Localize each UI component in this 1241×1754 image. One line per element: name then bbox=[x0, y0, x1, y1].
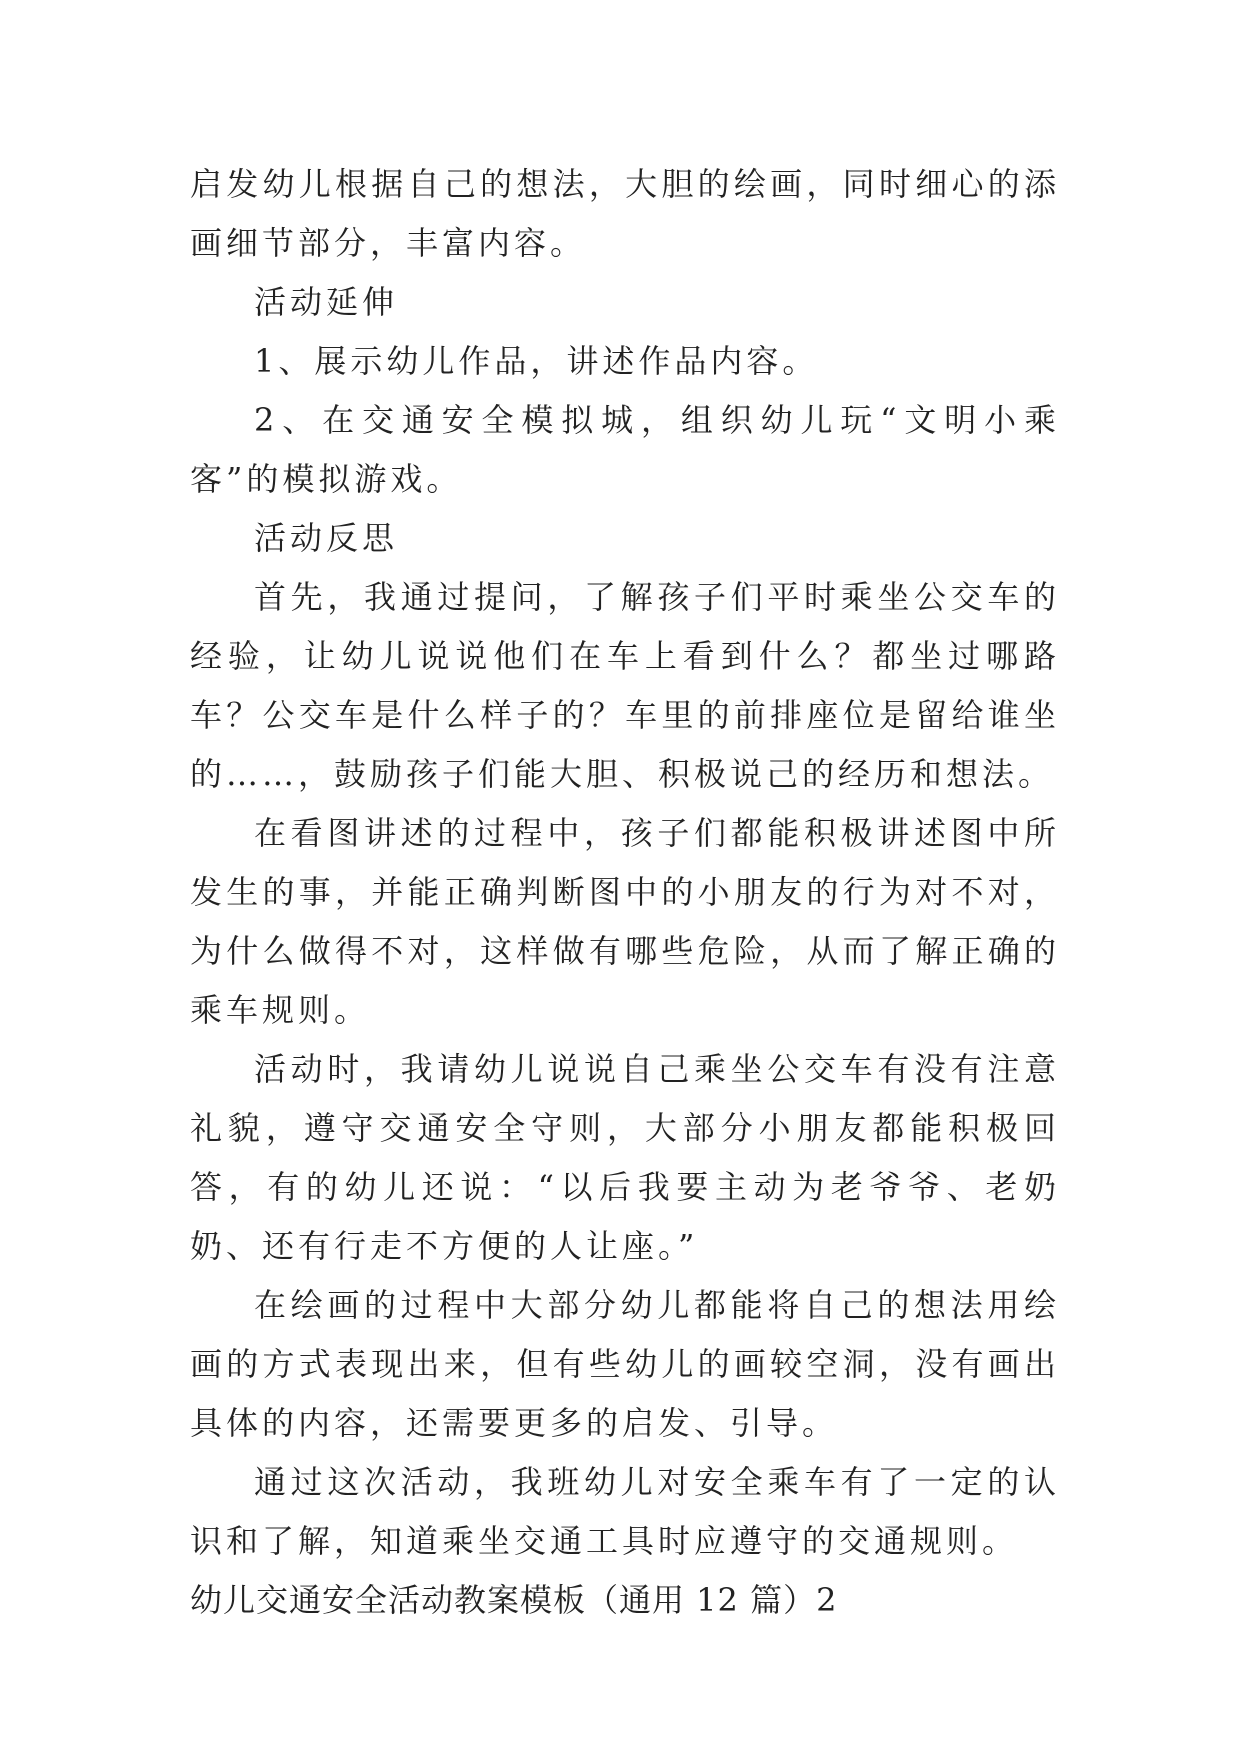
extension-item-1: 1、展示幼儿作品，讲述作品内容。 bbox=[254, 342, 819, 380]
heading-activity-extension: 活动延伸 bbox=[254, 283, 399, 321]
heading-activity-reflection: 活动反思 bbox=[254, 519, 399, 557]
reflection-paragraph-1: 首先，我通过提问，了解孩子们平时乘坐公交车的经验，让幼儿说说他们在车上看到什么？都坐过哪路车？公交车是什么样子的？车里的前排座位是留给谁坐的……，鼓励孩子们能大胆、积极说己的经历和想法。 bbox=[190, 578, 1060, 793]
next-section-title: 幼儿交通安全活动教案模板（通用 12 篇）2 bbox=[190, 1581, 838, 1619]
reflection-paragraph-2: 在看图讲述的过程中，孩子们都能积极讲述图中所发生的事，并能正确判断图中的小朋友的行为对不对，为什么做得不对，这样做有哪些危险，从而了解正确的乘车规则。 bbox=[190, 814, 1060, 1029]
reflection-paragraph-4: 在绘画的过程中大部分幼儿都能将自己的想法用绘画的方式表现出来，但有些幼儿的画较空洞，没有画出具体的内容，还需要更多的启发、引导。 bbox=[190, 1286, 1060, 1442]
reflection-paragraph-3: 活动时，我请幼儿说说自己乘坐公交车有没有注意礼貌，遵守交通安全守则，大部分小朋友都能积极回答，有的幼儿还说：“以后我要主动为老爷爷、老奶奶、还有行走不方便的人让座。” bbox=[190, 1050, 1060, 1265]
paragraph-drawing-guidance: 启发幼儿根据自己的想法，大胆的绘画，同时细心的添画细节部分，丰富内容。 bbox=[190, 165, 1060, 262]
extension-item-2: 2、在交通安全模拟城，组织幼儿玩“文明小乘客”的模拟游戏。 bbox=[190, 401, 1060, 498]
reflection-paragraph-5: 通过这次活动，我班幼儿对安全乘车有了一定的认识和了解，知道乘坐交通工具时应遵守的交通规则。 bbox=[190, 1463, 1060, 1560]
document-body bbox=[190, 155, 1060, 1630]
